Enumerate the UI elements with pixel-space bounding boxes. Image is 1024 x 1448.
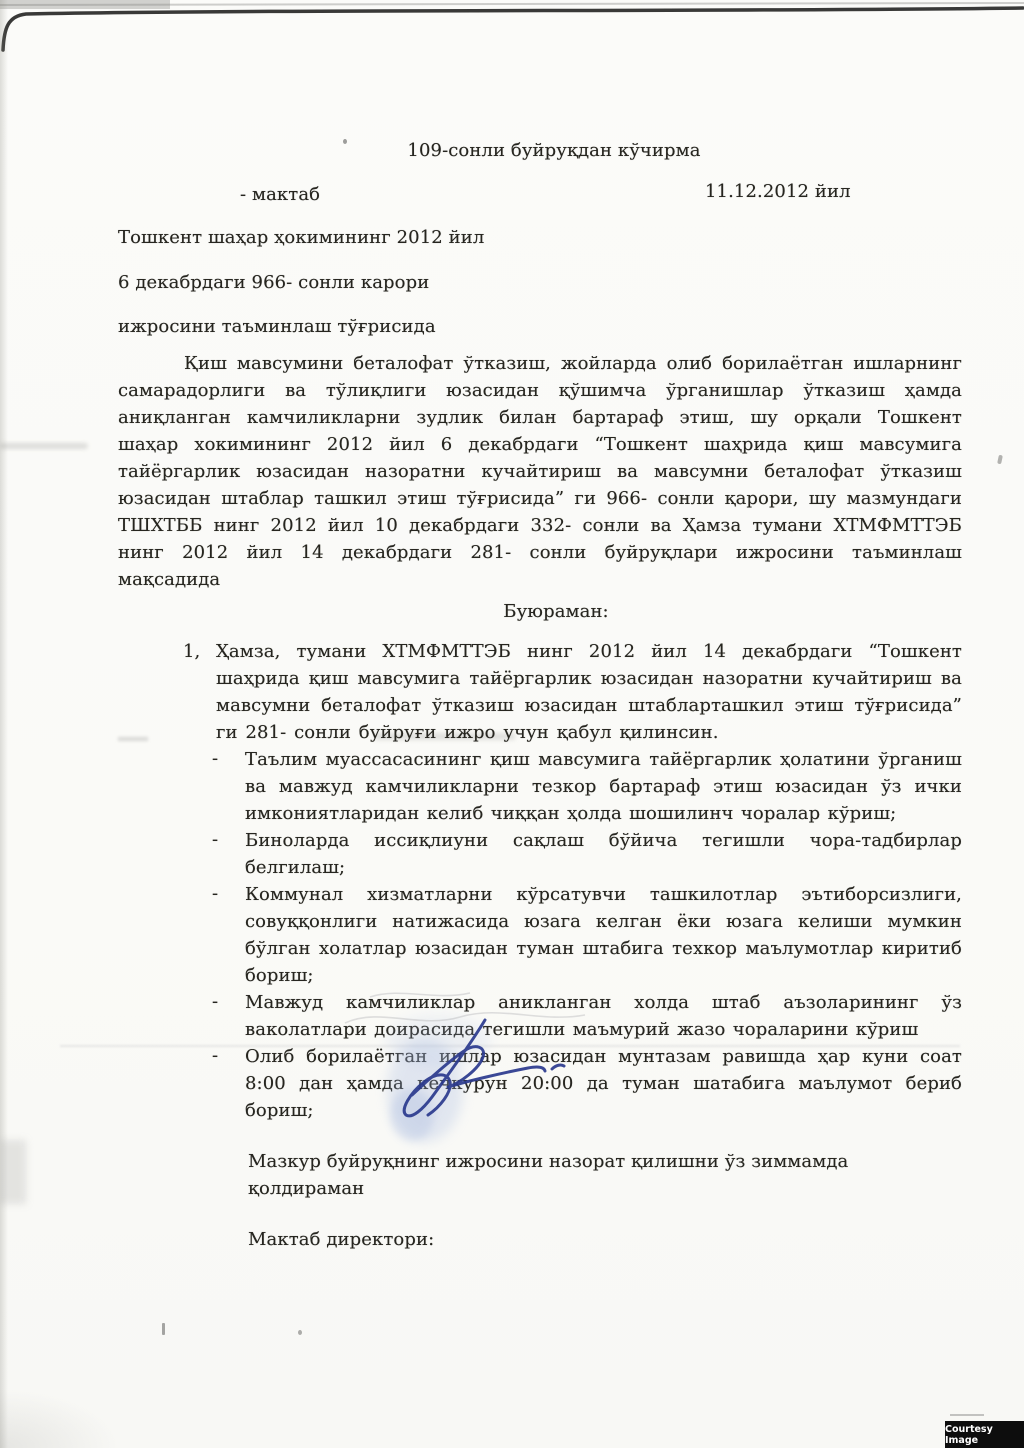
signature-label: Мактаб директори: — [248, 1229, 435, 1250]
bullet-text: Биноларда иссиқлиуни сақлаш бўйича тегишли чора-тадбирлар белгилаш; — [245, 830, 962, 878]
bullet-dash: - — [212, 748, 219, 769]
scan-speck-artifact — [162, 1323, 165, 1335]
document-title: 109-сонли буйруқдан кўчирма — [407, 140, 701, 161]
intro-line-1: Тошкент шаҳар ҳокимининг 2012 йил — [118, 227, 485, 248]
intro-line-2: 6 декабрдаги 966- сонли карори — [118, 272, 430, 293]
order-heading: Буюраман: — [503, 601, 609, 622]
bullet-dash: - — [212, 829, 219, 850]
intro-line-3: ижросини таъминлаш тўғрисида — [118, 316, 436, 337]
item-text: Ҳамза, тумани ХТМФМТТЭБ нинг 2012 йил 14 декабрдаги “Тошкент шаҳрида қиш мавсумига тайёргарлик юзасидан назоратни кучайтириш ва мавсумни беталофат ўтказиш юзасидан штабларташкил этиш тўғрисида” ги 281- сонли буйруғи ижро учун қабул қилинсин. — [216, 641, 962, 743]
scan-smudge-artifact — [0, 1140, 26, 1204]
numbered-item-1 — [183, 638, 962, 746]
list-item — [210, 881, 962, 989]
scan-top-edge-artifact — [0, 0, 1024, 52]
bullet-dash: - — [212, 883, 219, 904]
scan-speck-artifact — [298, 1330, 302, 1335]
bullet-text: Таълим муассасасининг қиш мавсумига тайёргарлик ҳолатини ўрганиш ва мавжуд камчиликларни тезкор бартараф этиш юзасидан ўз ички имкониятларидан келиб чиққан ҳолда шошилинч чоралар кўриш; — [245, 749, 962, 824]
bullet-text: Коммунал хизматларни кўрсатувчи ташкилотлар эътиборсизлиги, совуққонлиги натижасида юзага келган ёки юзага келиши мумкин бўлган холатлар юзасидан туман штабига техкор маълумотлар киритиб бориш; — [245, 884, 962, 986]
bullet-dash: - — [212, 1045, 219, 1066]
list-item — [210, 746, 962, 827]
preamble-paragraph: Қиш мавсумини беталофат ўтказиш, жойларда олиб борилаётган ишларнинг самарадорлиги ва тўлиқлиги юзасидан қўшимча ўрганишлар ўтказиш ҳамда аниқланган камчиликларни зудлик билан бартараф этиш, шу орқали Тошкент шаҳар хокимининг 2012 йил 6 декабрдаги “Тошкент шаҳрида қиш мавсумига тайёргарлик юзасидан назоратни кучайтириш ва мавсумни беталофат ўтказиш юзасидан штаблар ташкил этиш тўғрисида” ги 966- сонли қарори, шу мазмундаги ТШХТББ нинг 2012 йил 10 декабрдаги 332- сонли ва Ҳамза тумани ХТМФМТТЭБ нинг 2012 йил 14 декабрдаги 281- сонли буйруқлари ижросини таъминлаш мақсадида — [118, 353, 962, 590]
scan-left-edge-artifact — [0, 0, 8, 1448]
courtesy-image-watermark: Courtesy Image — [945, 1421, 1024, 1448]
scan-speck-artifact — [997, 455, 1003, 465]
document-date: 11.12.2012 йил — [705, 181, 851, 202]
scan-speck-artifact — [950, 1414, 984, 1416]
document-body — [118, 350, 962, 1253]
item-number: 1, — [183, 641, 201, 662]
bullet-dash: - — [212, 991, 219, 1012]
closing-sentence: Мазкур буйруқнинг ижросини назорат қилишни ўз зиммамда қолдираман — [248, 1151, 849, 1199]
school-line: - мактаб — [240, 184, 321, 205]
bullet-text: Олиб борилаётган ишлар юзасидан мунтазам равишда ҳар куни соат 8:00 дан ҳамда кечкурун 20:00 да туман шатабига маълумот бериб бориш; — [245, 1046, 962, 1121]
list-item — [210, 1043, 962, 1124]
list-item — [210, 827, 962, 881]
bullet-text: Мавжуд камчиликлар аникланган холда штаб аъзоларининг ўз ваколатлари доирасида тегишли маъмурий жазо чораларини кўриш — [245, 992, 962, 1040]
list-item — [210, 989, 962, 1043]
scan-streak-artifact — [0, 443, 88, 449]
bullet-list — [210, 746, 962, 1124]
scan-corner-shade-artifact — [0, 1388, 120, 1448]
